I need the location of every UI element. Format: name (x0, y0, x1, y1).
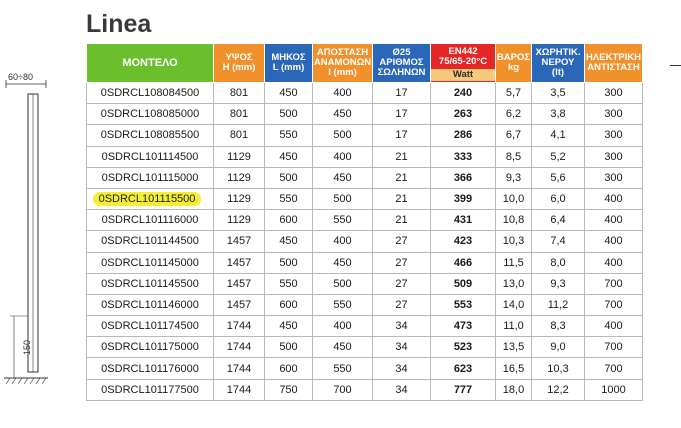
col-header-weight: ΒΑΡΟΣ kg (496, 44, 532, 83)
table-row (87, 358, 643, 379)
cell-water-capacity: 9,3 (532, 273, 585, 294)
cell-length: 500 (265, 104, 313, 125)
cell-output-watt: 777 (431, 379, 496, 400)
cell-output-watt: 423 (431, 231, 496, 252)
cell-weight: 5,7 (496, 83, 532, 104)
cell-tube-count: 17 (373, 83, 431, 104)
cell-tube-count: 17 (373, 104, 431, 125)
col-header-output-watt: EN442 75/65-20°C Watt (431, 44, 496, 83)
width-dimension-label: 60÷80 (8, 72, 33, 82)
cell-output-watt: 399 (431, 188, 496, 209)
cell-height: 1457 (214, 231, 265, 252)
cell-weight: 10,3 (496, 231, 532, 252)
cell-length: 450 (265, 231, 313, 252)
cell-tube-count: 34 (373, 379, 431, 400)
cell-electric-heater: 300 (585, 83, 643, 104)
table-row (87, 146, 643, 167)
cell-output-watt: 333 (431, 146, 496, 167)
highlighted-model: 0SDRCL101115500 (93, 192, 202, 206)
cell-length: 450 (265, 83, 313, 104)
cell-tube-count: 21 (373, 210, 431, 231)
cell-model: 0SDRCL101177500 (87, 379, 214, 400)
cell-output-watt: 553 (431, 294, 496, 315)
cell-water-capacity: 6,4 (532, 210, 585, 231)
cell-output-watt: 623 (431, 358, 496, 379)
cell-length: 550 (265, 188, 313, 209)
cell-water-capacity: 4,1 (532, 125, 585, 146)
cell-water-capacity: 5,2 (532, 146, 585, 167)
cell-water-capacity: 6,0 (532, 188, 585, 209)
cell-water-capacity: 3,5 (532, 83, 585, 104)
cell-output-watt: 263 (431, 104, 496, 125)
cell-model: 0SDRCL101146000 (87, 294, 214, 315)
cell-electric-heater: 400 (585, 252, 643, 273)
table-row (87, 83, 643, 104)
cell-output-watt: 366 (431, 167, 496, 188)
dimension-tick (670, 65, 681, 66)
cell-tube-count: 21 (373, 188, 431, 209)
cell-weight: 14,0 (496, 294, 532, 315)
cell-length: 450 (265, 146, 313, 167)
cell-water-capacity: 11,2 (532, 294, 585, 315)
col-header-length: ΜΗΚΟΣ L (mm) (265, 44, 313, 83)
col-header-height: ΥΨΟΣ H (mm) (214, 44, 265, 83)
cell-connection-distance: 500 (313, 273, 373, 294)
cell-connection-distance: 500 (313, 188, 373, 209)
cell-height: 801 (214, 83, 265, 104)
cell-height: 1129 (214, 167, 265, 188)
cell-water-capacity: 8,3 (532, 316, 585, 337)
cell-length: 500 (265, 167, 313, 188)
cell-water-capacity: 3,8 (532, 104, 585, 125)
table-row (87, 379, 643, 400)
cell-output-watt: 431 (431, 210, 496, 231)
cell-height: 1744 (214, 316, 265, 337)
cell-electric-heater: 300 (585, 146, 643, 167)
col-header-connection-distance: ΑΠΟΣΤΑΣΗ ΑΝΑΜΟΝΩΝ I (mm) (313, 44, 373, 83)
cell-output-watt: 509 (431, 273, 496, 294)
col-header-tube-count: Ø25 ΑΡΙΘΜΟΣ ΣΩΛΗΝΩΝ (373, 44, 431, 83)
cell-model: 0SDRCL101144500 (87, 231, 214, 252)
cell-output-watt: 523 (431, 337, 496, 358)
cell-length: 750 (265, 379, 313, 400)
cell-height: 1744 (214, 337, 265, 358)
cell-height: 801 (214, 104, 265, 125)
cell-electric-heater: 700 (585, 337, 643, 358)
cell-height: 801 (214, 125, 265, 146)
cell-electric-heater: 400 (585, 316, 643, 337)
cell-length: 600 (265, 210, 313, 231)
cell-model: 0SDRCL101145500 (87, 273, 214, 294)
table-row (87, 273, 643, 294)
cell-weight: 6,2 (496, 104, 532, 125)
cell-length: 450 (265, 316, 313, 337)
table-row (87, 104, 643, 125)
table-header-row (87, 44, 643, 83)
cell-output-watt: 473 (431, 316, 496, 337)
cell-model: 0SDRCL108085000 (87, 104, 214, 125)
cell-electric-heater: 700 (585, 294, 643, 315)
cell-output-watt: 466 (431, 252, 496, 273)
table-row (87, 125, 643, 146)
cell-height: 1129 (214, 210, 265, 231)
cell-connection-distance: 550 (313, 294, 373, 315)
cell-electric-heater: 300 (585, 104, 643, 125)
cell-tube-count: 34 (373, 337, 431, 358)
cell-height: 1457 (214, 252, 265, 273)
cell-tube-count: 21 (373, 167, 431, 188)
cell-height: 1129 (214, 146, 265, 167)
cell-water-capacity: 10,3 (532, 358, 585, 379)
cell-model: 0SDRCL108084500 (87, 83, 214, 104)
table-row (87, 252, 643, 273)
cell-weight: 10,8 (496, 210, 532, 231)
cell-length: 600 (265, 294, 313, 315)
table-row (87, 210, 643, 231)
cell-electric-heater: 400 (585, 210, 643, 231)
cell-electric-heater: 700 (585, 358, 643, 379)
cell-electric-heater: 700 (585, 273, 643, 294)
cell-water-capacity: 9,0 (532, 337, 585, 358)
cell-connection-distance: 550 (313, 210, 373, 231)
table-body (87, 83, 643, 401)
cell-model: 0SDRCL101145000 (87, 252, 214, 273)
table-row (87, 231, 643, 252)
cell-electric-heater: 1000 (585, 379, 643, 400)
cell-tube-count: 27 (373, 252, 431, 273)
cell-model: 0SDRCL101116000 (87, 210, 214, 231)
cell-connection-distance: 550 (313, 358, 373, 379)
page-title: Linea (86, 10, 152, 38)
bottom-dimension-label: 150 (22, 339, 32, 355)
cell-connection-distance: 400 (313, 83, 373, 104)
cell-weight: 6,7 (496, 125, 532, 146)
cell-electric-heater: 300 (585, 167, 643, 188)
cell-output-watt: 240 (431, 83, 496, 104)
cell-water-capacity: 12,2 (532, 379, 585, 400)
cell-model: 0SDRCL101114500 (87, 146, 214, 167)
spec-table (86, 43, 643, 401)
cell-height: 1129 (214, 188, 265, 209)
cell-connection-distance: 450 (313, 252, 373, 273)
cell-weight: 8,5 (496, 146, 532, 167)
cell-weight: 9,3 (496, 167, 532, 188)
cell-weight: 11,0 (496, 316, 532, 337)
col-header-electric-heater: ΗΛΕΚΤΡΙΚΗ ΑΝΤΙΣΤΑΣΗ (585, 44, 643, 83)
cell-connection-distance: 700 (313, 379, 373, 400)
cell-connection-distance: 450 (313, 104, 373, 125)
cell-model (87, 188, 214, 209)
cell-weight: 16,5 (496, 358, 532, 379)
table-row (87, 294, 643, 315)
cell-connection-distance: 400 (313, 146, 373, 167)
cell-water-capacity: 7,4 (532, 231, 585, 252)
cell-length: 500 (265, 252, 313, 273)
cell-tube-count: 27 (373, 273, 431, 294)
cell-model: 0SDRCL101115000 (87, 167, 214, 188)
cell-tube-count: 27 (373, 294, 431, 315)
cell-height: 1744 (214, 358, 265, 379)
cell-output-watt: 286 (431, 125, 496, 146)
cell-length: 550 (265, 273, 313, 294)
col-header-water-capacity: ΧΩΡΗΤΙΚ. ΝΕΡΟΥ (lt) (532, 44, 585, 83)
col-header-model: ΜΟΝΤΕΛΟ (87, 44, 214, 83)
cell-water-capacity: 8,0 (532, 252, 585, 273)
cell-connection-distance: 400 (313, 316, 373, 337)
cell-water-capacity: 5,6 (532, 167, 585, 188)
cell-tube-count: 27 (373, 231, 431, 252)
cell-weight: 13,5 (496, 337, 532, 358)
table-row (87, 167, 643, 188)
cell-tube-count: 34 (373, 316, 431, 337)
cell-height: 1744 (214, 379, 265, 400)
cell-length: 500 (265, 337, 313, 358)
cell-weight: 18,0 (496, 379, 532, 400)
cell-model: 0SDRCL108085500 (87, 125, 214, 146)
table-row (87, 316, 643, 337)
cell-height: 1457 (214, 273, 265, 294)
cell-weight: 13,0 (496, 273, 532, 294)
table-row (87, 188, 643, 209)
cell-tube-count: 21 (373, 146, 431, 167)
cell-tube-count: 17 (373, 125, 431, 146)
cell-weight: 10,0 (496, 188, 532, 209)
cell-model: 0SDRCL101174500 (87, 316, 214, 337)
cell-tube-count: 34 (373, 358, 431, 379)
cell-electric-heater: 300 (585, 125, 643, 146)
cell-weight: 11,5 (496, 252, 532, 273)
cell-connection-distance: 450 (313, 337, 373, 358)
cell-connection-distance: 450 (313, 167, 373, 188)
table-row (87, 337, 643, 358)
cell-model: 0SDRCL101176000 (87, 358, 214, 379)
cell-length: 550 (265, 125, 313, 146)
cell-electric-heater: 400 (585, 188, 643, 209)
cell-height: 1457 (214, 294, 265, 315)
cell-length: 600 (265, 358, 313, 379)
cell-connection-distance: 500 (313, 125, 373, 146)
cell-connection-distance: 400 (313, 231, 373, 252)
cell-model: 0SDRCL101175000 (87, 337, 214, 358)
cell-electric-heater: 400 (585, 231, 643, 252)
